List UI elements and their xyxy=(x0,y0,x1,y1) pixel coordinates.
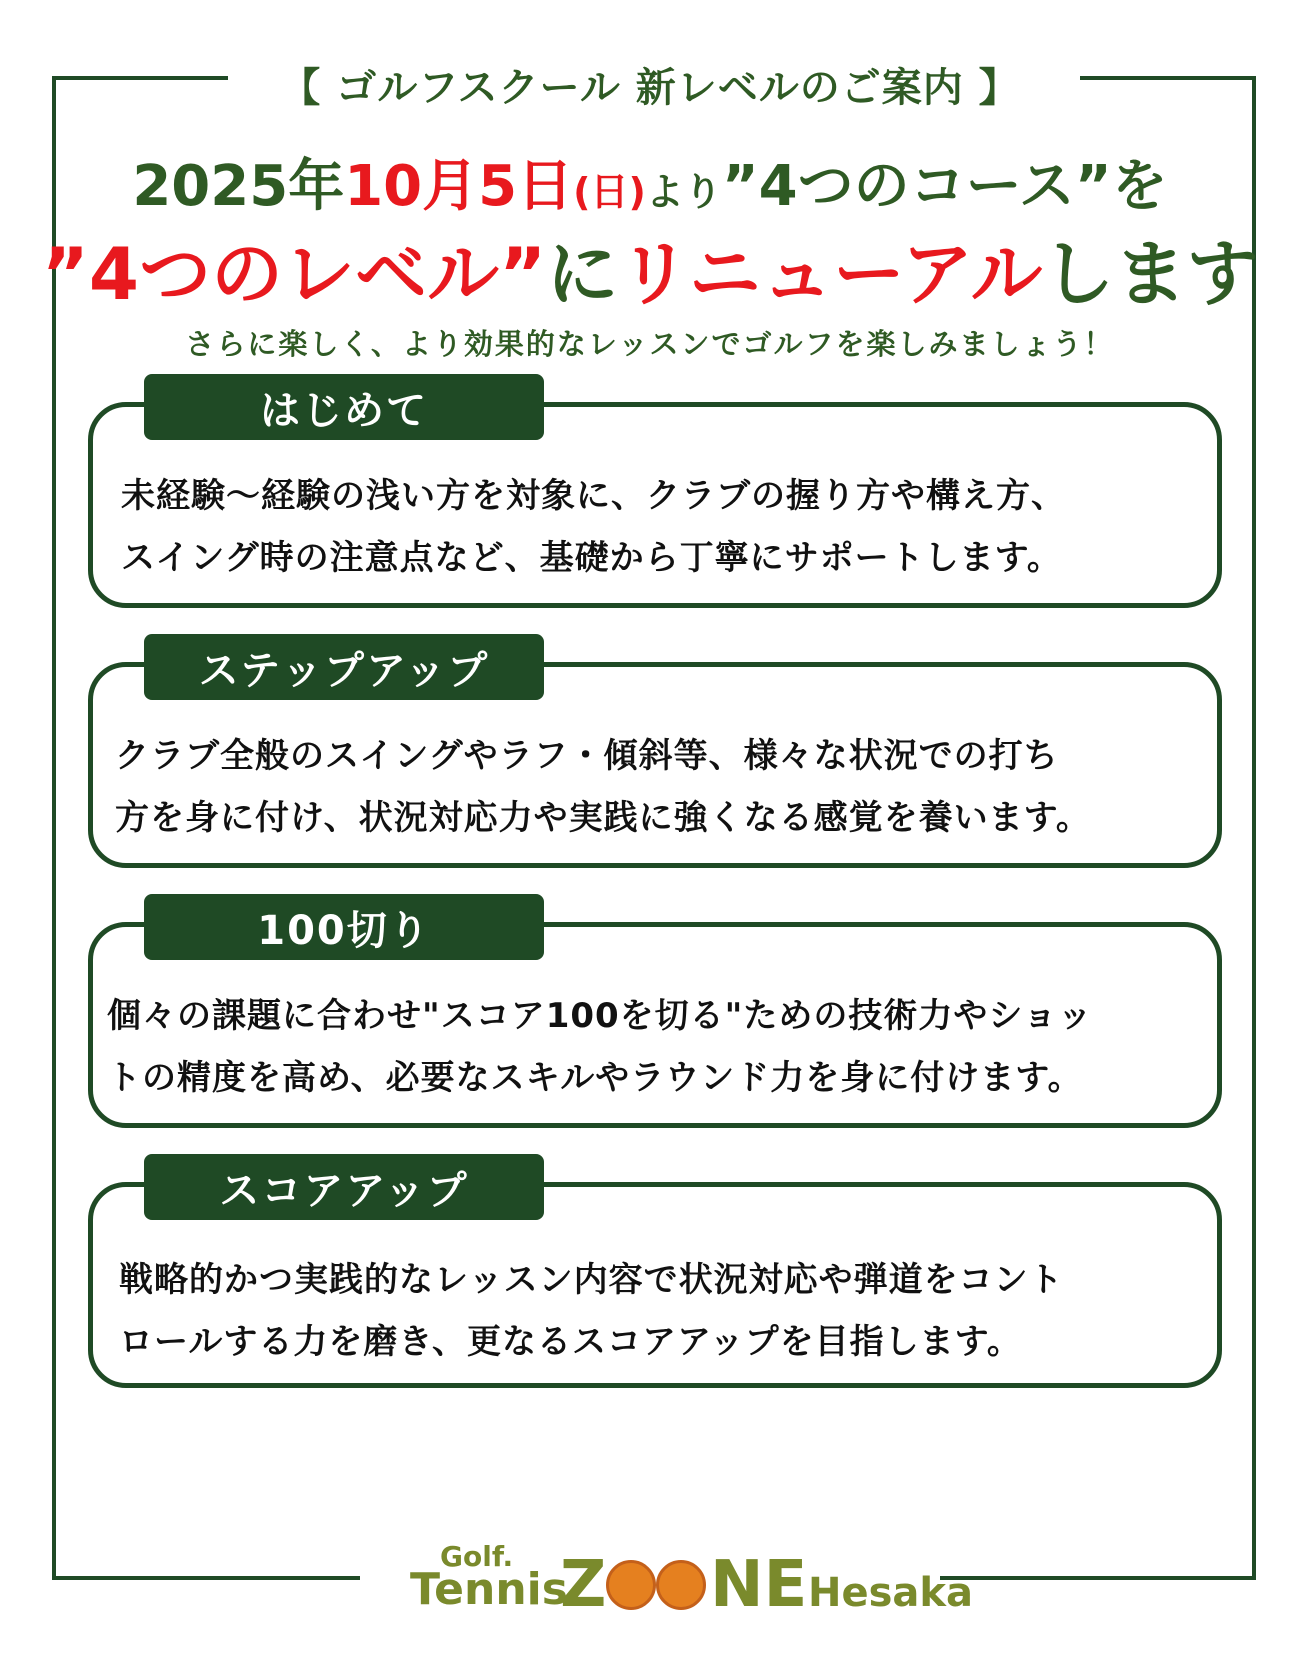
golf-tennis-zone-hesaka-logo xyxy=(410,1540,973,1622)
headline-weekday: (日) xyxy=(573,170,646,214)
level-tab-100kiri: 100切り xyxy=(144,894,544,960)
headline-shimasu: します xyxy=(1042,232,1259,316)
headline-date: 10月5日 xyxy=(344,154,574,219)
headline-after-date: より xyxy=(645,170,722,214)
logo-tennis: Tennis xyxy=(410,1564,568,1615)
headline-renewal: リニューアル xyxy=(618,232,1043,316)
level-description: クラブ全般のスイングやラフ・傾斜等、様々な状況での打ち 方を身に付け、状況対応力や実践に強くなる感覚を養います。 xyxy=(115,736,1091,838)
header-label: 【 ゴルフスクール 新レベルのご案内 】 xyxy=(280,65,1020,111)
subtitle: さらに楽しく、より効果的なレッスンでゴルフを楽しみましょう！ xyxy=(185,327,1115,361)
logo-ne: NE xyxy=(710,1548,808,1622)
tennis-ball-icon xyxy=(606,1560,656,1610)
level-tab-scoreup: スコアアップ xyxy=(144,1154,544,1220)
level-description: 戦略的かつ実践的なレッスン内容で状況対応や弾道をコント ロールする力を磨き、更なるスコアアップを目指します。 xyxy=(119,1260,1064,1362)
headline-ni: に xyxy=(546,232,619,316)
headline-levels: ”4つのレベル” xyxy=(41,232,547,316)
logo-golf: Golf. xyxy=(440,1540,514,1573)
logo-hesaka: Hesaka xyxy=(808,1570,973,1616)
tennis-ball-icon xyxy=(656,1560,706,1610)
headline-year: 2025年 xyxy=(132,154,345,219)
headline-line-2 xyxy=(0,216,1300,320)
logo-z: Z xyxy=(560,1548,607,1622)
level-tab-hajimete: はじめて xyxy=(144,374,544,440)
headline-line-1 xyxy=(0,142,1300,222)
level-tab-stepup: ステップアップ xyxy=(144,634,544,700)
level-description: 未経験〜経験の浅い方を対象に、クラブの握り方や構え方、 スイング時の注意点など、基礎から丁寧にサポートします。 xyxy=(121,476,1066,578)
level-description: 個々の課題に合わせ"スコア100を切る"ための技術力やショッ トの精度を高め、必要なスキルやラウンド力を身に付けます。 xyxy=(107,996,1093,1098)
headline-courses: ”4つのコース”を xyxy=(721,154,1168,219)
